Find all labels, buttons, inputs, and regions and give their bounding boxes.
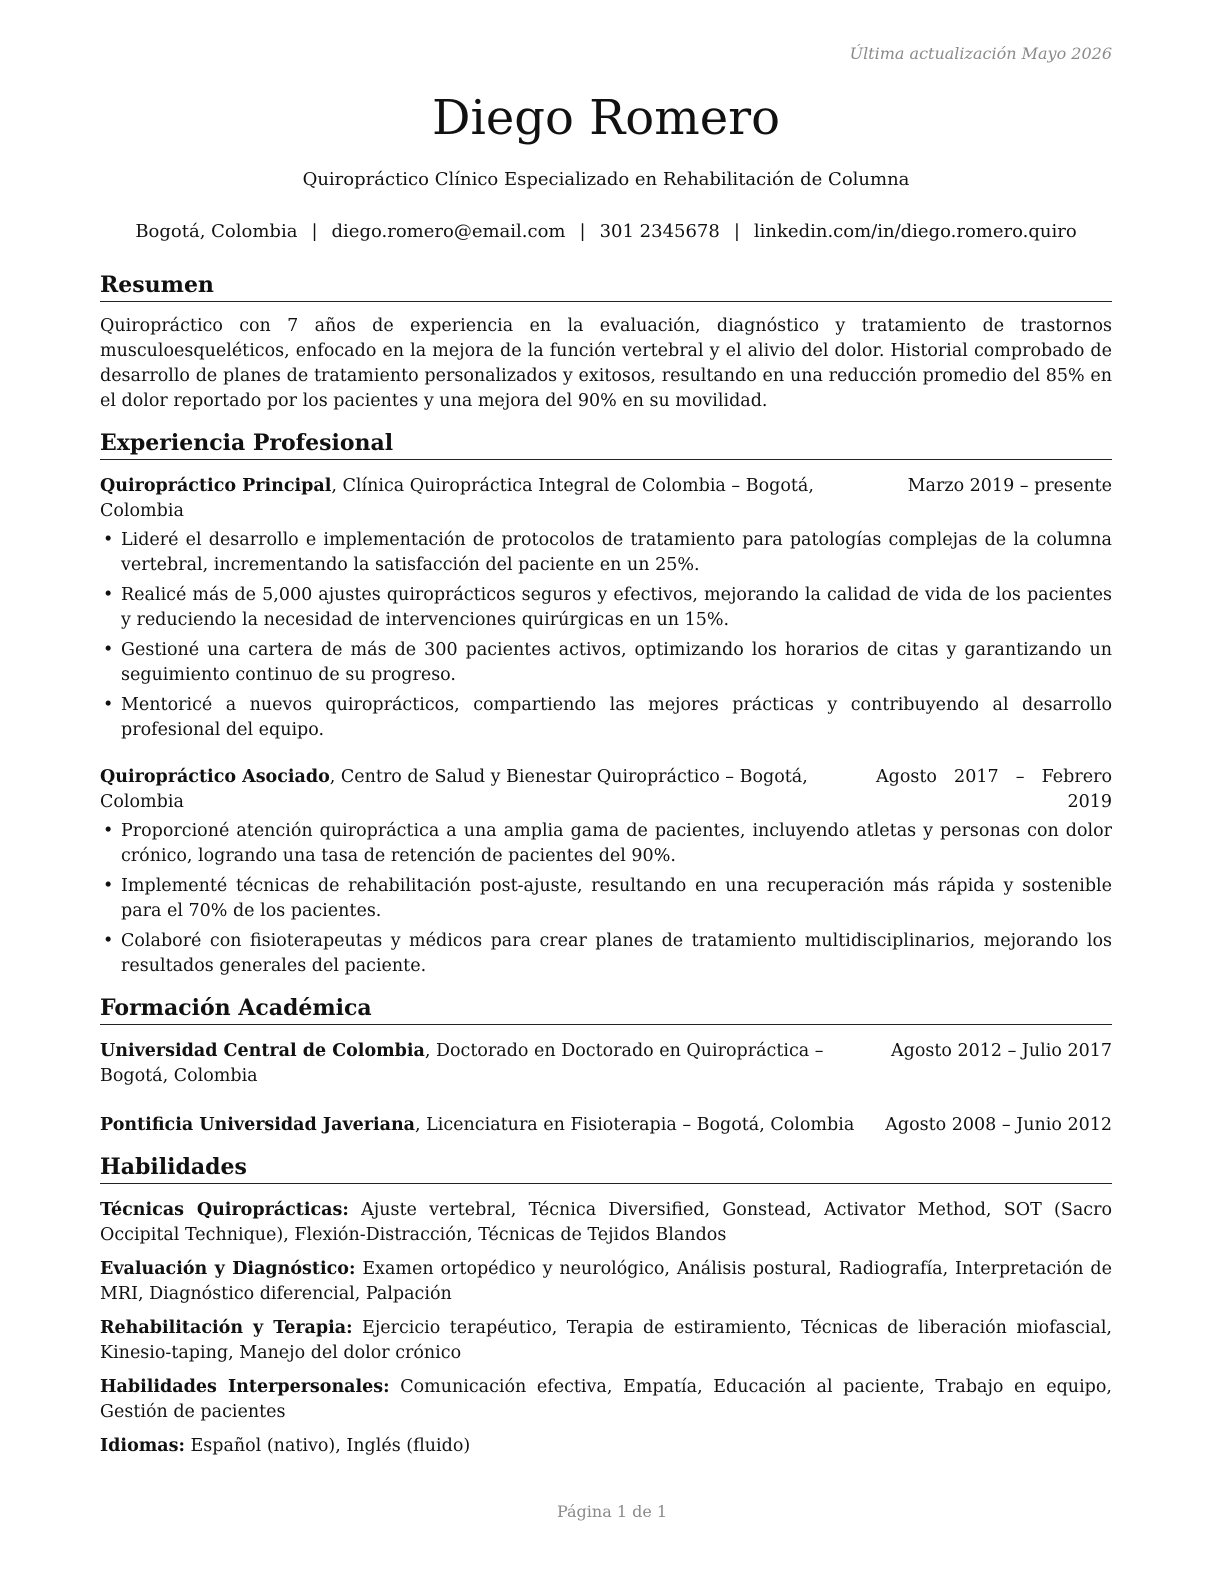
skill-item [100,1316,1112,1366]
job-bullets [100,528,1112,743]
job-header [100,474,1112,524]
education-detail: , Doctorado en Doctorado en Quiropráctica – Bogotá, Colombia [100,1041,824,1086]
candidate-name: Diego Romero [432,90,780,146]
candidate-title: Quiropráctico Clínico Especializado en Rehabilitación de Columna [302,169,910,190]
section-title-skills: Habilidades [100,1152,1112,1184]
skill-item [100,1434,1112,1459]
bullet-item: • Realicé más de 5,000 ajustes quiroprácticos seguros y efectivos, mejorando la calidad de vida de los pacientes y reduciendo la necesidad de intervenciones quirúrgicas en un 15%. [100,583,1112,633]
skill-item [100,1198,1112,1248]
skill-item [100,1375,1112,1425]
skill-label: Habilidades Interpersonales: [100,1377,390,1397]
education-entry [100,1039,1112,1089]
education-dates: Agosto 2012 – Julio 2017 [890,1041,1112,1061]
skill-text: Ajuste vertebral, Técnica Diversified, Gonstead, Activator Method, SOT (Sacro Occipital Technique), Flexión-Distracción, Técnicas de Tejidos Blandos [100,1200,1112,1245]
summary-section [100,270,1112,414]
bullet-item: • Mentoricé a nuevos quiroprácticos, compartiendo las mejores prácticas y contribuyendo al desarrollo profesional del equipo. [100,693,1112,743]
job-role: Quiropráctico Asociado [100,767,330,787]
skill-text: Ejercicio terapéutico, Terapia de estiramiento, Técnicas de liberación miofascial, Kinesio-taping, Manejo del dolor crónico [100,1318,1112,1363]
contact-separator: | [311,221,318,242]
bullet-item: • Colaboré con fisioterapeutas y médicos para crear planes de tratamiento multidisciplinarios, mejorando los resultados generales del paciente. [100,929,1112,979]
contact-separator: | [733,221,740,242]
skills-section [100,1152,1112,1459]
contact-line [100,220,1112,244]
last-updated: Última actualización Mayo 2026 [849,44,1112,63]
contact-linkedin[interactable]: linkedin.com/in/diego.romero.quiro [753,221,1077,242]
contact-phone: 301 2345678 [599,221,720,242]
job-bullets [100,819,1112,979]
contact-email[interactable]: diego.romero@email.com [331,221,566,242]
job-dates: Agosto 2017 – Febrero 2019 [876,767,1112,812]
section-title-summary: Resumen [100,270,1112,302]
job-place: , Clínica Quiropráctica Integral de Colombia – Bogotá, Colombia [100,476,814,521]
job-header [100,765,1112,815]
skill-label: Evaluación y Diagnóstico: [100,1259,356,1279]
page-number: Página 1 de 1 [556,1502,668,1521]
skill-text: Español (nativo), Inglés (fluido) [184,1436,471,1456]
education-section [100,993,1112,1138]
bullet-item: • Lideré el desarrollo e implementación de protocolos de tratamiento para patologías complejas de la columna vertebral, incrementando la satisfacción del paciente en un 25%. [100,528,1112,578]
education-entry [100,1113,1112,1138]
section-title-experience: Experiencia Profesional [100,428,1112,460]
job-role: Quiropráctico Principal [100,476,332,496]
experience-section [100,428,1112,979]
contact-separator: | [579,221,586,242]
education-school: Universidad Central de Colombia [100,1041,425,1061]
job-dates: Marzo 2019 – presente [907,476,1112,496]
bullet-item: • Proporcioné atención quiropráctica a una amplia gama de pacientes, incluyendo atletas y personas con dolor crónico, logrando una tasa de retención de pacientes del 90%. [100,819,1112,869]
summary-text: Quiropráctico con 7 años de experiencia en la evaluación, diagnóstico y tratamiento de trastornos musculoesqueléticos, enfocado en la mejora de la función vertebral y el alivio del dolor. Historial comprobado de desarrollo de planes de tratamiento personalizados y exitosos, resultando en una reducción promedio del 85% en el dolor reportado por los pacientes y una mejora del 90% en su movilidad. [100,316,1112,411]
skill-item [100,1257,1112,1307]
job-entry [100,474,1112,743]
skill-text: Examen ortopédico y neurológico, Análisis postural, Radiografía, Interpretación de MRI, Diagnóstico diferencial, Palpación [100,1259,1112,1304]
contact-location: Bogotá, Colombia [135,221,298,242]
education-detail: , Licenciatura en Fisioterapia – Bogotá, Colombia [415,1115,855,1135]
skill-text: Comunicación efectiva, Empatía, Educación al paciente, Trabajo en equipo, Gestión de pacientes [100,1377,1112,1422]
resume-content [100,270,1112,1473]
education-dates: Agosto 2008 – Junio 2012 [885,1115,1112,1135]
bullet-item: • Gestioné una cartera de más de 300 pacientes activos, optimizando los horarios de citas y garantizando un seguimiento continuo de su progreso. [100,638,1112,688]
skill-label: Idiomas: [100,1436,185,1456]
skill-label: Rehabilitación y Terapia: [100,1318,353,1338]
job-entry [100,765,1112,979]
education-school: Pontificia Universidad Javeriana [100,1115,416,1135]
bullet-item: • Implementé técnicas de rehabilitación post-ajuste, resultando en una recuperación más rápida y sostenible para el 70% de los pacientes. [100,874,1112,924]
job-place: , Centro de Salud y Bienestar Quiropráctico – Bogotá, Colombia [100,767,808,812]
skill-label: Técnicas Quiroprácticas: [100,1200,349,1220]
section-title-education: Formación Académica [100,993,1112,1025]
